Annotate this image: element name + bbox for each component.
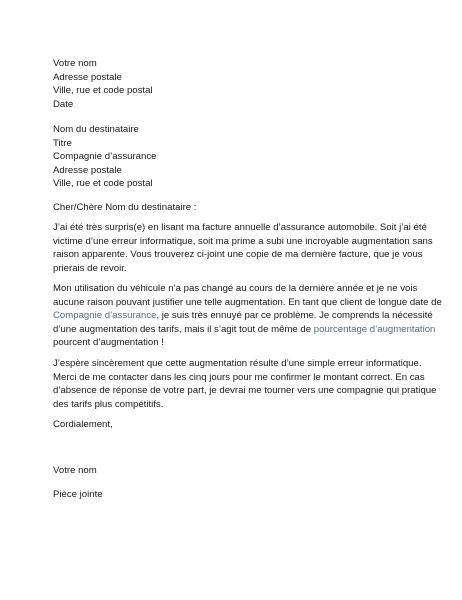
sender-name: Votre nom (53, 58, 97, 69)
salutation (53, 201, 196, 215)
enclosure-text: Pièce jointe (53, 489, 103, 500)
paragraph-line: raison apparente. Vous trouverez ci-joint une copie de ma dernière facture, que je vous (53, 249, 423, 261)
recipient-name: Nom du destinataire (53, 124, 139, 135)
letter-date: Date (53, 98, 74, 110)
enclosure-note (53, 488, 103, 502)
body-paragraph-1 (53, 221, 433, 275)
recipient-company: Compagnie d’assurance (53, 151, 157, 163)
body-paragraph-2 (53, 282, 442, 350)
recipient-block (53, 123, 156, 191)
signer-name: Votre nom (53, 465, 97, 476)
paragraph-text: , je suis très ennuyé par ce problème. Je comprends la nécessité (156, 310, 433, 322)
paragraph-line: Merci de me contacter dans les cinq jours pour me confirmer le montant correct. En cas (53, 371, 425, 383)
recipient-title: Titre (53, 137, 72, 149)
sender-block (53, 57, 153, 111)
salutation-text: Cher/Chère Nom du destinataire : (53, 202, 197, 213)
paragraph-line: d’absence de réponse de votre part, je devrai me tourner vers une compagnie qui pratique (53, 385, 437, 397)
sender-address: Adresse postale (53, 71, 122, 83)
recipient-address: Adresse postale (53, 164, 122, 176)
paragraph-line: J’ai été très surpris(e) en lisant ma facture annuelle d’assurance automobile. Soit j’ai été (53, 222, 427, 233)
paragraph-line: aucune raison pouvant justifier une telle augmentation. En tant que client de longue date de (53, 296, 442, 308)
sender-city: Ville, rue et code postal (53, 85, 153, 97)
paragraph-line (53, 309, 433, 323)
percentage-placeholder: pourcentage d’augmentation (313, 323, 436, 335)
closing-text: Cordialement, (53, 419, 113, 430)
paragraph-line: victime d’une erreur informatique, soit ma prime a subi une incroyable augmentation sans (53, 235, 433, 247)
company-placeholder: Compagnie d’assurance (53, 310, 157, 322)
paragraph-line: des tarifs plus compétitifs. (53, 398, 164, 410)
body-paragraph-3 (53, 357, 437, 411)
paragraph-line (53, 323, 436, 337)
paragraph-line: J’espère sincèrement que cette augmentation résulte d’une simple erreur informatique. (53, 358, 422, 369)
paragraph-line: prierais de revoir. (53, 262, 127, 274)
paragraph-line: Mon utilisation du véhicule n’a pas changé au cours de la dernière année et je ne vois (53, 283, 418, 294)
recipient-city: Ville, rue et code postal (53, 178, 153, 190)
closing (53, 418, 113, 432)
signature-name (53, 464, 97, 478)
paragraph-text: d’une augmentation des tarifs, mais il s’agit tout de même de (53, 323, 314, 335)
paragraph-line: pourcent d’augmentation ! (53, 337, 164, 349)
